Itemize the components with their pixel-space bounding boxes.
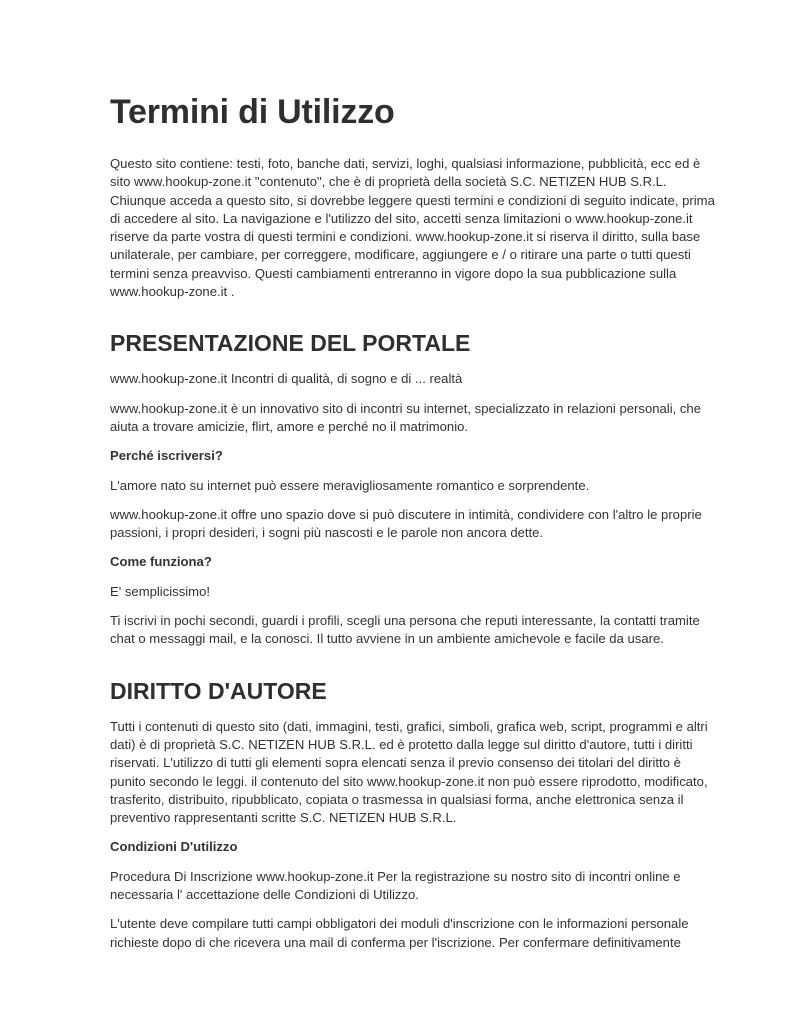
subheading-come-funziona: Come funziona?	[110, 554, 212, 570]
subheading-perche-iscriversi: Perché iscriversi?	[110, 448, 223, 464]
paragraph: www.hookup-zone.it offre uno spazio dove si può discutere in intimità, condividere con l'altro le proprie passioni, i propri desideri, i sogni più nascosti e le parole non ancora dette.	[110, 506, 702, 541]
section-heading-diritto-autore: DIRITTO D'AUTORE	[110, 677, 327, 704]
paragraph: www.hookup-zone.it Incontri di qualità, di sogno e di ... realtà	[110, 371, 463, 387]
page-title: Termini di Utilizzo	[110, 93, 395, 131]
paragraph: Procedura Di Inscrizione www.hookup-zone.it Per la registrazione su nostro sito di incontri online e necessaria l' accettazione delle Condizioni di Utilizzo.	[110, 868, 681, 903]
paragraph: L'amore nato su internet può essere meravigliosamente romantico e sorprendente.	[110, 477, 590, 493]
paragraph: www.hookup-zone.it è un innovativo sito di incontri su internet, specializzato in relazioni personali, che aiuta a trovare amicizie, flirt, amore e perché no il matrimonio.	[110, 400, 701, 434]
paragraph: L'utente deve compilare tutti campi obbligatori dei moduli d'inscrizione con le informazioni personale richieste dopo di che ricevera una mail di conferma per l'iscrizione. Per confermare definitivamente	[110, 916, 689, 950]
paragraph: Ti iscrivi in pochi secondi, guardi i profili, scegli una persona che reputi interessante, la contatti tramite chat o messaggi mail, e la conosci. Il tutto avviene in un ambiente amichevole e facile da usare.	[110, 613, 700, 647]
intro-paragraph: Questo sito contiene: testi, foto, banche dati, servizi, loghi, qualsiasi informazione, pubblicità, ecc ed è sito www.hookup-zone.it "contenuto", che è di proprietà della società S.C. NETIZEN HUB S.R.L. Chiunque acceda a questo sito, si dovrebbe leggere questi termini e condizioni di seguito indicate, prima di accedere al sito. La navigazione e l'utilizzo del sito, accetti senza limitazioni o www.hookup-zone.it riserve da parte vostra di questi termini e condizioni. www.hookup-zone.it si riserva il diritto, sulla base unilaterale, per cambiare, per correggere, modificare, aggiungere e / o ritirare una parte o tutti questi termini senza preavviso. Questi cambiamenti entreranno in vigore dopo la sua pubblicazione sulla www.hookup-zone.it .	[110, 156, 715, 300]
paragraph: Tutti i contenuti di questo sito (dati, immagini, testi, grafici, simboli, grafica web, script, programmi e altri dati) è di proprietà S.C. NETIZEN HUB S.R.L. ed è protetto dalla legge sul diritto d'autore, tutti i diritti riservati. L'utilizzo di tutti gli elementi sopra elencati senza il previo consenso dei titolari del diritto è punito secondo le leggi. il contenuto del sito www.hookup-zone.it non può essere riprodotto, modificato, trasferito, distribuito, ripubblicato, copiata o trasmessa in qualsiasi forma, anche elettronica senza il preventivo rappresentanti scritte S.C. NETIZEN HUB S.R.L.	[110, 718, 708, 826]
subheading-condizioni-utilizzo: Condizioni D'utilizzo	[110, 839, 238, 855]
section-heading-presentazione: PRESENTAZIONE DEL PORTALE	[110, 330, 471, 357]
paragraph: E' semplicissimo!	[110, 583, 210, 599]
document-page	[110, 88, 716, 963]
